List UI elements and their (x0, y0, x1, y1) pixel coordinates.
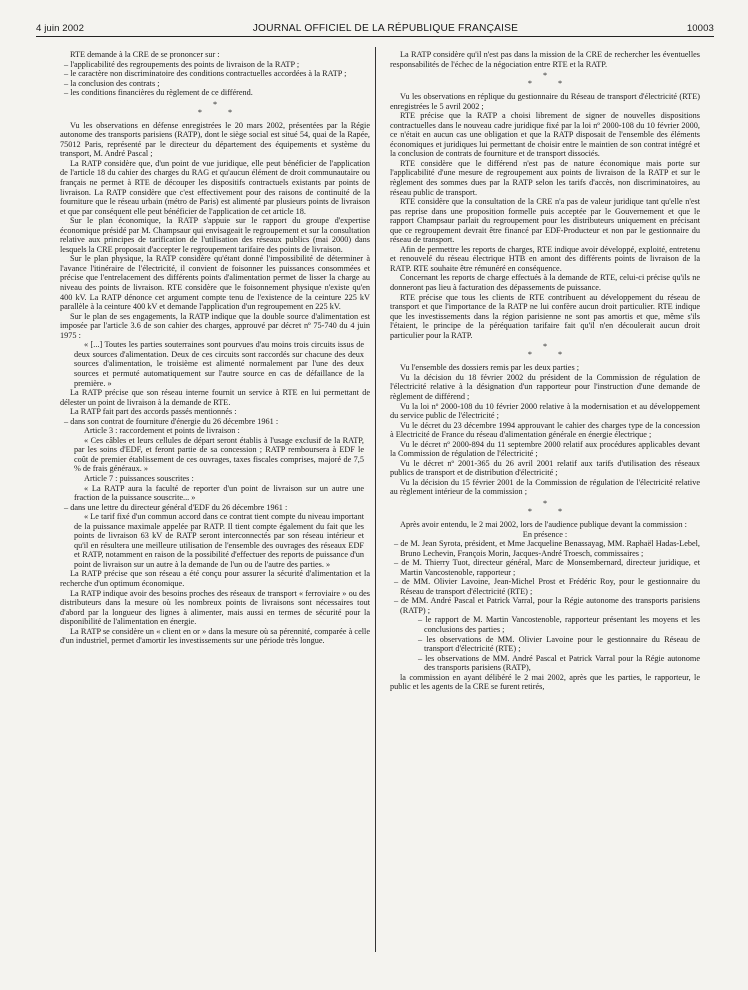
dash-item: – les conditions financières du règlement de ce différend. (64, 88, 253, 98)
asterism-top: * (542, 71, 548, 81)
paragraph: Vu la décision du 15 février 2001 de la Commission de régulation de l'électricité relative au règlement intérieur de la commission ; (390, 477, 700, 497)
paragraph: Vu le décret du 23 décembre 1994 approuvant le cahier des charges type de la concession à Electricité de France du réseau d'alimentation générale en énergie électrique ; (390, 420, 700, 440)
column-divider (375, 47, 376, 952)
quotation: Article 7 : puissances souscrites : (84, 473, 194, 483)
paragraph: RTE précise que tous les clients de RTE contribuent au développement du réseau de transport et que l'importance de la RATP ne lui confère aucun droit particulier. RTE indique que les investissements dans la région parisienne ne sont pas amortis et que, même s'ils l'étaient, le principe de la péréquation tarifaire fait qu'il n'en découlerait aucun droit particulier pour la RATP. (390, 292, 700, 340)
sub-item: – le rapport de M. Martin Vancostenoble, rapporteur présentant les moyens et les conclusions des parties ; (418, 615, 700, 634)
paragraph: La RATP précise que son réseau interne fournit un service à RTE en lui permettant de délester un point de livraison à la demande de RTE. (60, 388, 370, 407)
quotation: Article 3 : raccordement et points de livraison : (84, 426, 240, 436)
paragraph: RTE considère que la consultation de la CRE n'a pas de valeur juridique tant qu'elle n'est pas reprise dans une proposition formelle puis acceptée par le Gouvernement et que le rapport Champsaur parlait du regroupement pour les distributeurs uniquement en précisant que ce regroupement devrait être financé par EDF-Producteur et non par le gestionnaire du réseau de transport. (390, 197, 700, 245)
asterism-bottom: * * (197, 107, 245, 117)
quotation: « Ces câbles et leurs cellules de départ seront établis à l'usage exclusif de la RATP, par les soins d'EDF, et feront partie de sa concession ; RATP remboursera à EDF le coût de premier établissement de ces ouvrages, taxes fiscales comprises, majoré de 7,5 % de frais généraux. » (74, 435, 364, 474)
paragraph: La RATP fait part des accords passés mentionnés : (70, 407, 237, 417)
dash-item: – dans une lettre du directeur général d'EDF du 26 décembre 1961 : (64, 502, 288, 512)
paragraph: Après avoir entendu, le 2 mai 2002, lors de l'audience publique devant la commission : (400, 519, 687, 529)
paragraph: La RATP indique avoir des besoins proches des réseaux de transport « ferroviaire » ou des distributeurs dans la mesure où les nombreux points de livraisons sont nécessaires tout d'abord par la longueur des lignes à alimenter, mais aussi en termes de sécurité pour la disponibilité de l'alimentation en énergie. (60, 588, 370, 627)
dash-item: – de MM. André Pascal et Patrick Varral, pour la Régie autonome des transports parisiens (RATP) ; (394, 596, 700, 615)
asterism-bottom: * * (527, 79, 575, 89)
dash-item: – de M. Jean Syrota, président, et Mme Jacqueline Benassayag, MM. Raphaël Hadas-Lebel, Bruno Lechevin, François Morin, Jacques-André Troesch, commissaires ; (394, 539, 700, 558)
dash-item: – de M. Thierry Tuot, directeur général, Marc de Monsembernard, directeur juridique, et Martin Vancostenoble, rapporteur ; (394, 558, 700, 577)
paragraph: La RATP considère que, d'un point de vue juridique, elle peut bénéficier de l'application de l'article 18 du cahier des charges du RAG et qu'aucun élément de droit communautaire ou français ne permet à RTE de découper les dispositifs contractuels existants par points de livraison. La RATP considère que c'est effectivement pour des raisons de continuité de la fourniture que le réseau urbain (métro de Paris) est alimenté par plusieurs points de livraison et que par conséquent elle peut bénéficier de l'application de cet article 18. (60, 158, 370, 216)
dash-item: – le caractère non discriminatoire des conditions contractuelles accordées à la RATP ; (64, 69, 347, 79)
dash-item: – de MM. Olivier Lavoine, Jean-Michel Prost et Frédéric Roy, pour le gestionnaire du Réseau de transport d'électricité (RTE) ; (394, 577, 700, 596)
left-column (60, 50, 370, 646)
paragraph: Afin de permettre les reports de charges, RTE indique avoir développé, exploité, entretenu et renouvelé du réseau électrique HTB en amont des différents points de livraison de la RATP. RTE souhaite être rémunéré en conséquence. (390, 244, 700, 273)
paragraph: RTE demande à la CRE de se prononcer sur : (70, 50, 220, 59)
centered-heading: En présence : (522, 529, 568, 539)
asterism-bottom: * * (527, 350, 575, 360)
sub-item: – les observations de MM. Olivier Lavoine pour le gestionnaire du Réseau de transport d'électricité (RTE) ; (418, 634, 700, 654)
right-column (390, 50, 700, 692)
asterism-top: * (542, 498, 548, 508)
journal-title: JOURNAL OFFICIEL DE LA RÉPUBLIQUE FRANÇAISE (252, 23, 519, 34)
paragraph: La RATP se considère un « client en or » dans la mesure où sa pérennité, comparée à celle d'un industriel, permet d'amortir les investissements sur une période très longue. (60, 626, 370, 646)
page-number: 10003 (686, 23, 714, 34)
paragraph: Vu les observations en défense enregistrées le 20 mars 2002, présentées par la Régie autonome des transports parisiens (RATP), dont le siège social est situé 54, quai de la Rapée, 75012 Paris, représenté par le directeur du département des équipements et système du transport, M. André Pascal ; (60, 120, 370, 159)
quotation: « La RATP aura la faculté de reporter d'un point de livraison sur un autre une fraction de la puissance souscrite... » (74, 483, 364, 503)
paragraph: RTE considère que le différend n'est pas de nature économique mais porte sur l'applicabilité d'une mesure de regroupement aux points de livraison de la RATP et sur le règlement des sommes dues par la RATP selon les tarifs d'accès, non discriminatoires, au réseau public de transport. (390, 158, 700, 197)
paragraph: Vu la décision du 18 février 2002 du président de la Commission de régulation de l'électricité relative à la désignation d'un rapporteur pour l'instruction d'une demande de règlement de différend ; (390, 372, 700, 401)
header-date: 4 juin 2002 (36, 23, 85, 34)
header-rule (36, 36, 714, 37)
quotation: « [...] Toutes les parties souterraines sont pourvues d'au moins trois circuits issus de deux sources d'alimentation. Deux de ces circuits sont raccordés sur chacune des deux sources d'alimentation, le troisième est alimenté normalement par l'une des deux sources et permuté automatiquement sur l'autre source en cas de défaillance de la première. » (74, 340, 364, 388)
paragraph: Vu l'ensemble des dossiers remis par les deux parties ; (400, 363, 580, 373)
paragraph: la commission en ayant délibéré le 2 mai 2002, après que les parties, le rapporteur, le public et les agents de la CRE se furent retirés, (390, 672, 700, 692)
paragraph: La RATP précise que son réseau a été conçu pour assurer la sécurité d'alimentation et la recherche d'un optimum économique. (60, 569, 370, 588)
dash-item: – la conclusion des contrats ; (64, 78, 160, 88)
paragraph: Sur le plan économique, la RATP s'appuie sur le rapport du groupe d'expertise économique présidé par M. Champsaur qui envisageait le regroupement et sur la consultation relative aux principes de tarification de l'utilisation des réseaux publics (mai 2000) dans lesquels la CRE proposait d'accepter le regroupement tarifaire des points de livraison. (60, 216, 370, 254)
asterism-bottom: * * (527, 506, 575, 516)
paragraph: La RATP considère qu'il n'est pas dans la mission de la CRE de rechercher les éventuelles responsabilités de l'échec de la négociation entre RTE et la RATP. (390, 50, 700, 69)
asterism-top: * (542, 342, 548, 352)
paragraph: Concernant les reports de charge effectués à la demande de RTE, celui-ci précise qu'ils ne donneront pas lieu à facturation des dépassements de puissance. (390, 273, 700, 293)
quotation: « Le tarif fixé d'un commun accord dans ce contrat tient compte du niveau important de la puissance maximale appelée par RATP. Il tient compte également du fait que les points de livraison 63 kV de RATP seront interconnectés par son réseau intérieur et qu'il en résultera une meilleure utilisation de l'ensemble des ouvrages des réseaux EDF et RATP, notamment en raison de la possibilité d'effectuer des reports de puissance d'un point de livraison sur un autre à la demande de l'un ou de l'autre des parties. » (74, 512, 364, 569)
paragraph: Sur le plan de ses engagements, la RATP indique que la double source d'alimentation est imposée par l'article 3.6 de son cahier des charges, approuvé par décret nº 75-740 du 4 juin 1975 : (60, 311, 370, 340)
paragraph: Vu la loi nº 2000-108 du 10 février 2000 relative à la modernisation et au développement du service public de l'électricité ; (390, 401, 700, 421)
paragraph: Vu les observations en réplique du gestionnaire du Réseau de transport d'électricité (RTE) enregistrées le 5 avril 2002 ; (390, 92, 700, 111)
page-header (36, 18, 714, 34)
dash-item: – l'applicabilité des regroupements des points de livraison de la RATP ; (64, 59, 300, 69)
sub-item: – les observations de MM. André Pascal et Patrick Varral pour la Régie autonome des transports parisiens (RATP), (418, 653, 700, 673)
paragraph: Vu le décret nº 2001-365 du 26 avril 2001 relatif aux tarifs d'utilisation des réseaux publics de transport et de distribution d'électricité ; (390, 458, 700, 478)
asterism-top: * (212, 99, 218, 109)
paragraph: Sur le plan physique, la RATP considère qu'étant donné l'impossibilité de déterminer à l'avance l'itinéraire de l'électricité, il convient de foisonner les puissances consommées et précise que l'entrelacement des différents points d'alimentation permet de lisser la charge au niveau des points de livraison. RTE considère que le foisonnement physique n'existe qu'en 400 kV. La RATP dénonce cet argument compte tenu de l'existence de la ceinture 225 kV parallèle à la ceinture 400 kV et demande l'application d'un regroupement en 225 kV. (60, 254, 370, 312)
paragraph: Vu le décret nº 2000-894 du 11 septembre 2000 relatif aux procédures applicables devant la Commission de régulation de l'électricité ; (390, 439, 700, 459)
paragraph: RTE précise que la RATP a choisi librement de signer de nouvelles dispositions contractuelles dans le nouveau cadre juridique fixé par la loi nº 2000-108 du 10 février 2000, ce n'était en aucun cas une obligation et que la RATP disposait de l'ensemble des éléments économiques et juridiques lui permettant de choisir entre le maintien de son contrat intégré et la conclusion de contrats de fourniture et de transport dissociés. (390, 111, 700, 159)
dash-item: – dans son contrat de fourniture d'énergie du 26 décembre 1961 : (64, 416, 279, 426)
